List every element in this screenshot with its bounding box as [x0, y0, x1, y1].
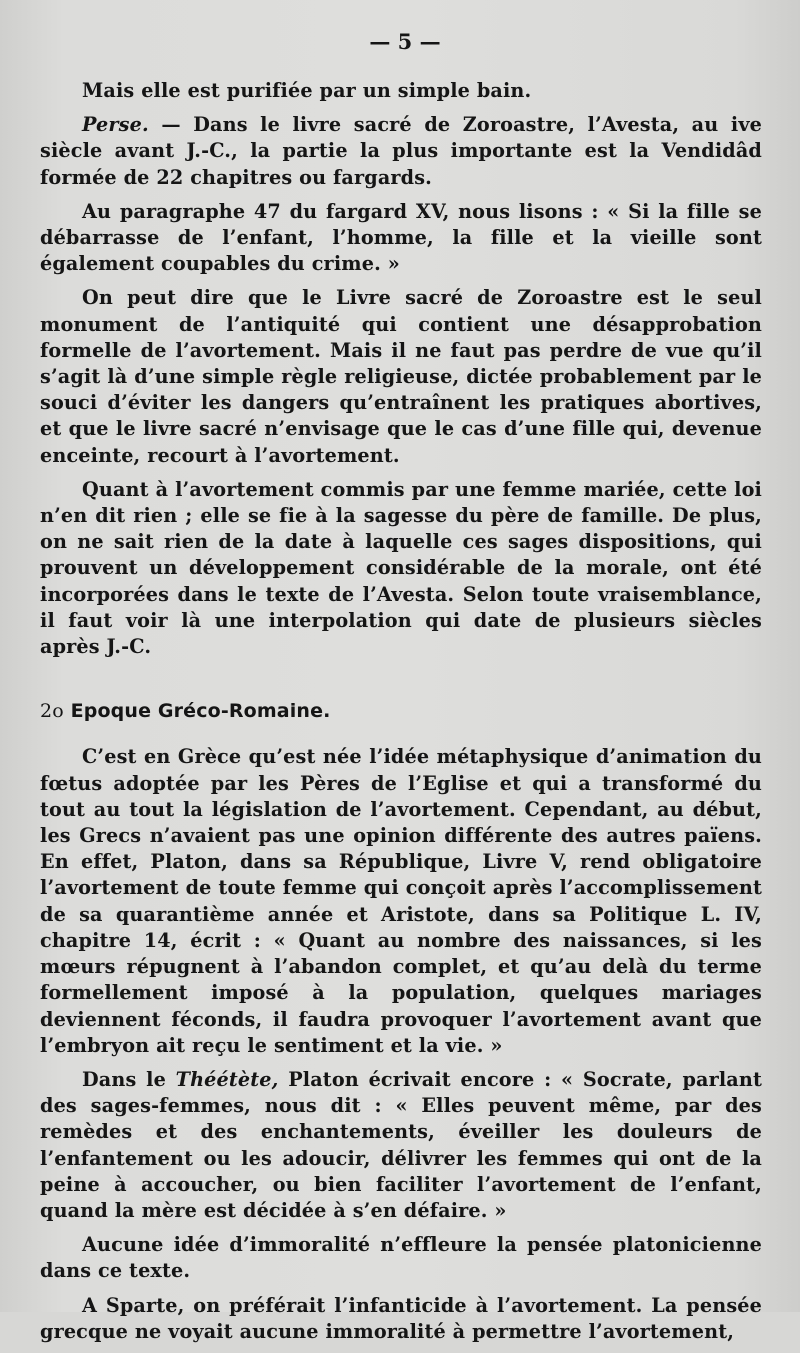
paragraph-text: C’est en Grèce qu’est née l’idée métaphysique d’animation du fœtus adoptée par les Pères de l’Eglise et qui a transformé du tout au tout la législation de l’avortement. Cependant, au début, les Grecs n’avaient pas une opinion différente des autres païens. En effet, Platon, dans sa République, Livre V, rend obligatoire l’avortement de toute femme qui conçoit après l’accomplissement de sa quarantième année et Aristote, dans sa Politique L. IV, chapitre 14, écrit : « Quant au nombre des naissances, si les mœurs répugnent à l’abandon complet, et qu’au delà du terme formellement imposé à la population, quelques mariages deviennent féconds, il faudra provoquer l’avortement avant que l’embryon ait reçu le sentiment et la vie. »	[40, 745, 762, 1057]
paragraph	[40, 1293, 762, 1345]
paragraph	[40, 1232, 762, 1284]
paragraph-text: — Dans le livre sacré de Zoroastre, l’Avesta, au ive siècle avant J.-C., la partie la plus importante est la Vendidâd formée de 22 chapitres ou fargards.	[40, 113, 762, 189]
section-title: Epoque Gréco-Romaine.	[70, 700, 331, 723]
paragraph-text: A Sparte, on préférait l’infanticide à l’avortement. La pensée grecque ne voyait aucune immoralité à permettre l’avortement,	[40, 1293, 762, 1343]
paragraph-text: Aucune idée d’immoralité n’effleure la pensée platonicienne dans ce texte.	[40, 1233, 762, 1283]
paragraph-text: On peut dire que le Livre sacré de Zoroastre est le seul monument de l’antiquité qui contient une désapprobation formelle de l’avortement. Mais il ne faut pas perdre de vue qu’il s’agit là d’une simple règle religieuse, dictée probablement par le souci d’éviter les dangers qu’entraînent les pratiques abortives, et que le livre sacré n’envisage que le cas d’une fille qui, devenue enceinte, recourt à l’avortement.	[40, 286, 762, 467]
section-heading	[40, 698, 762, 724]
paragraph	[40, 112, 762, 191]
paragraph	[40, 285, 762, 468]
section-number: 2o	[40, 700, 64, 723]
paragraph-text: Mais elle est purifiée par un simple bain.	[82, 79, 532, 102]
paragraph-text: Platon écrivait encore : « Socrate, parlant des sages-femmes, nous dit : « Elles peuvent même, par des remèdes et des enchantements, éveiller les douleurs de l’enfantement ou les adoucir, délivrer les femmes qui ont de la peine à accoucher, ou bien faciliter l’avortement de l’enfant, quand la mère est décidée à s’en défaire. »	[40, 1067, 762, 1222]
paragraph	[40, 78, 762, 104]
paragraph-lead: Perse.	[82, 113, 149, 137]
page-number: — 5 —	[369, 29, 441, 54]
paragraph-text: Quant à l’avortement commis par une femme mariée, cette loi n’en dit rien ; elle se fie à la sagesse du père de famille. De plus, on ne sait rien de la date à laquelle ces sages dispositions, qui prouvent un développement considérable de la morale, ont été incorporées dans le texte de l’Avesta. Selon toute vraisemblance, il faut voir là une interpolation qui date de plusieurs siècles après J.-C.	[40, 477, 762, 659]
body-text	[40, 78, 762, 1353]
paragraph	[40, 199, 762, 278]
paragraph	[40, 744, 762, 1058]
paragraph-text: Au paragraphe 47 du fargard XV, nous lisons : « Si la fille se débarrasse de l’enfant, l’homme, la fille et la vieille sont également coupables du crime. »	[40, 199, 762, 276]
paragraph-lead: Théétète,	[175, 1067, 279, 1091]
paragraph	[40, 477, 762, 660]
paragraph-pre: Dans le	[82, 1067, 176, 1091]
paragraph	[40, 1067, 762, 1224]
